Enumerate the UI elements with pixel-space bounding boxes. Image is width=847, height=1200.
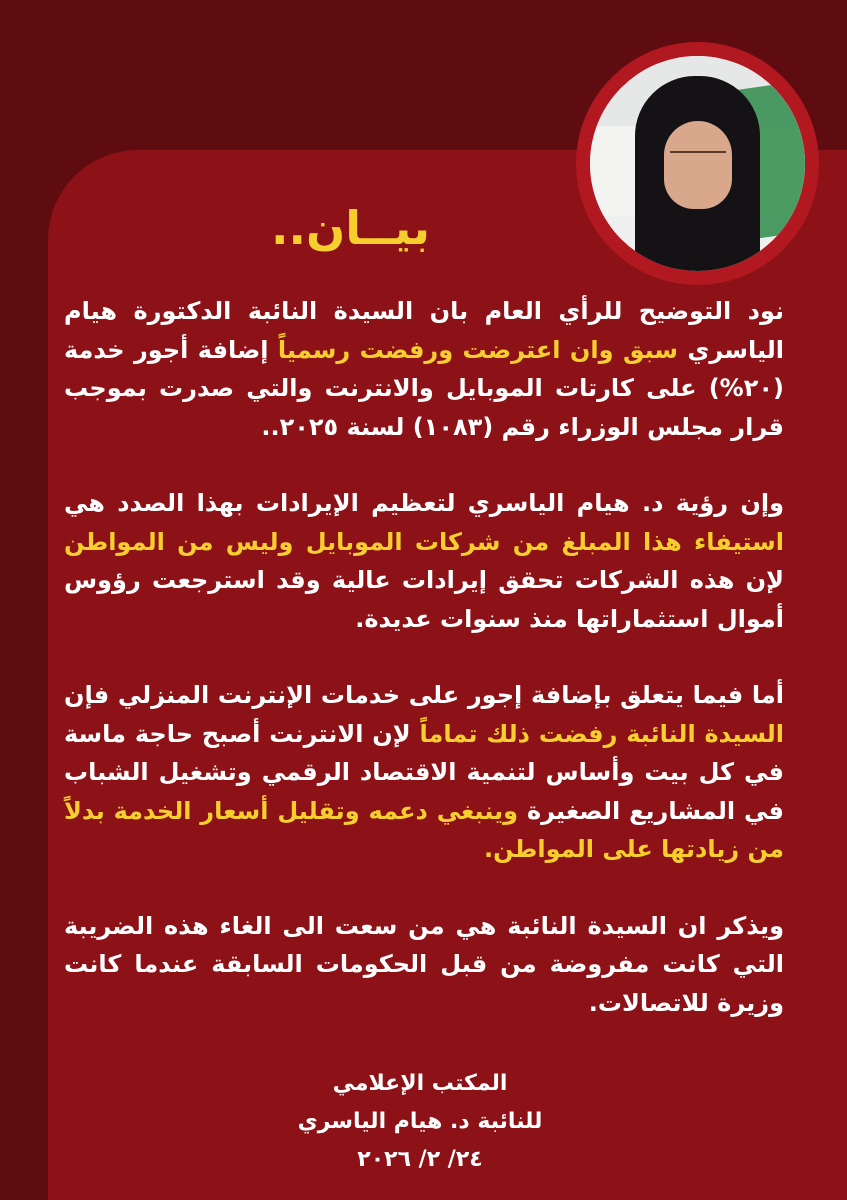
signature-date: ٢٤/ ٢/ ٢٠٢٦ (357, 1147, 483, 1172)
highlighted-text: استيفاء هذا المبلغ من شركات الموبايل وليس من المواطن (64, 527, 784, 556)
portrait-frame (576, 42, 819, 285)
paragraph-text: نود التوضيح للرأي العام بان السيدة النائبة الدكتورة هيام الياسري (64, 297, 784, 364)
highlighted-text: وينبغي دعمه وتقليل أسعار الخدمة بدلاً من زيادتها على المواطن. (64, 796, 784, 863)
statement-body (64, 292, 784, 1060)
paragraph-text: لإن الانترنت أصبح حاجة ماسة في كل بيت وأساس لتنمية الاقتصاد الرقمي وتشغيل الشباب في المشاريع الصغيرة (64, 719, 784, 825)
paragraph-text: إضافة أجور خدمة (٢٠%) على كارتات الموبايل والانترنت والتي صدرت بموجب قرار مجلس الوزراء رقم (١٠٨٣) لسنة ٢٠٢٥.. (64, 335, 784, 441)
signature-office: المكتب الإعلامي (332, 1071, 508, 1096)
paragraph-text: وإن رؤية د. هيام الياسري لتعظيم الإيرادات بهذا الصدد هي (64, 489, 784, 517)
statement-paragraph (64, 907, 784, 1023)
portrait-photo (590, 56, 805, 271)
statement-paragraph (64, 484, 784, 638)
paragraph-text: ويذكر ان السيدة النائبة هي من سعت الى الغاء هذه الضريبة التي كانت مفروضة من قبل الحكومات السابقة عندما كانت وزيرة للاتصالات. (64, 911, 784, 1017)
paragraph-text: أما فيما يتعلق بإضافة إجور على خدمات الإنترنت المنزلي فإن (64, 681, 784, 709)
statement-title: بيــان.. (271, 201, 430, 255)
statement-paragraph (64, 676, 784, 869)
signature-block (250, 1065, 590, 1179)
statement-paragraph (64, 292, 784, 446)
highlighted-text: السيدة النائبة رفضت ذلك تماماً (419, 719, 784, 748)
highlighted-text: سبق وان اعترضت ورفضت رسمياً (277, 335, 678, 364)
signature-name: للنائبة د. هيام الياسري (297, 1109, 543, 1134)
paragraph-text: لإن هذه الشركات تحقق إيرادات عالية وقد استرجعت رؤوس أموال استثماراتها منذ سنوات عديدة. (64, 566, 784, 633)
